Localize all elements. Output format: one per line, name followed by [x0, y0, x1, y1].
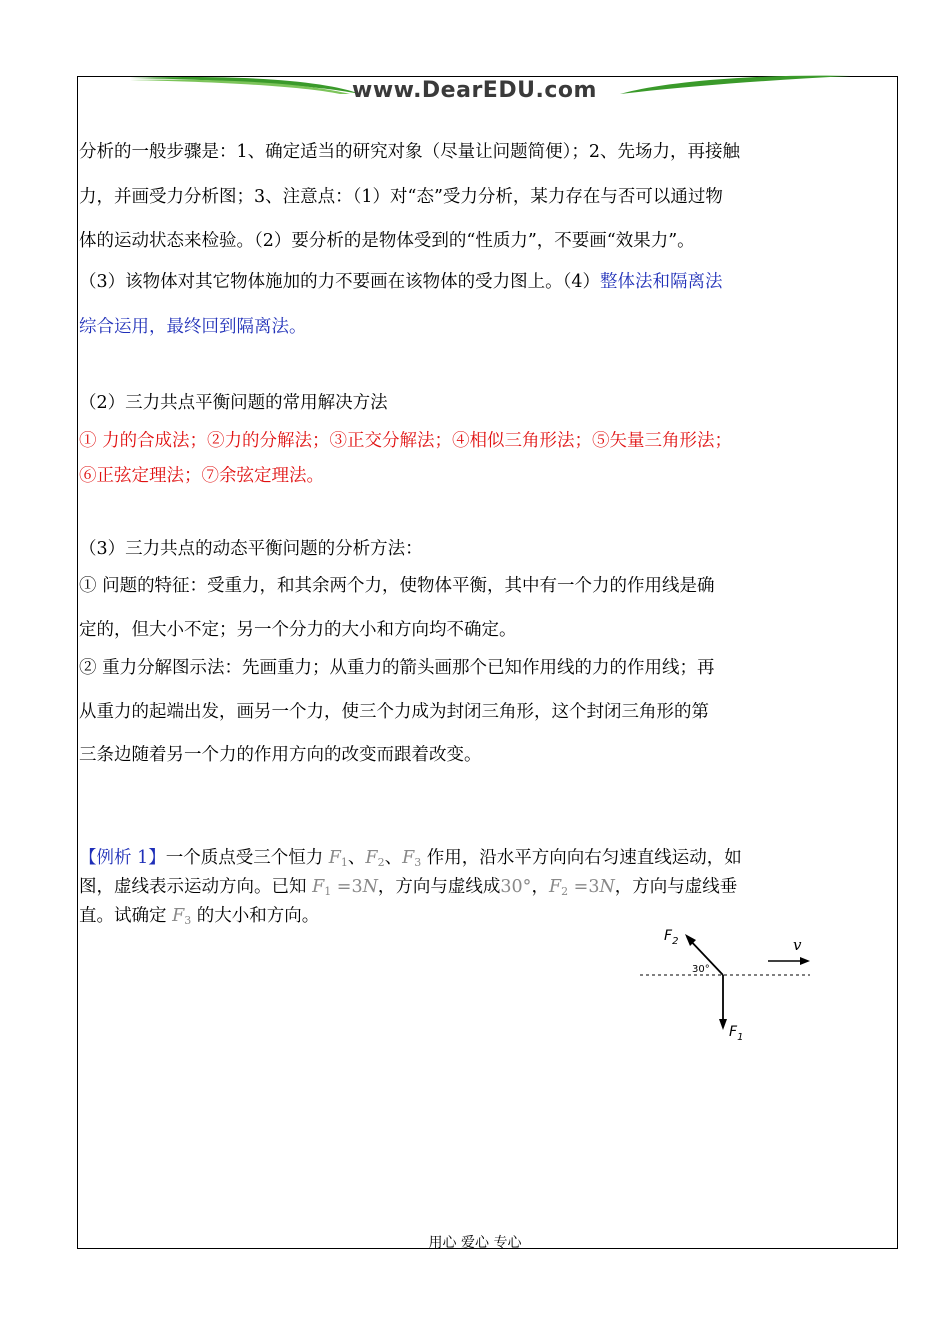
step-line-5: 综合运用，最终回到隔离法。 — [79, 317, 307, 337]
angle-label: 30° — [692, 964, 710, 975]
section2-title: （2）三力共点平衡问题的常用解决方法 — [79, 393, 388, 413]
example-line-1: 【例析 1】一个质点受三个恒力 $F_1$、$F_2$、$F_3$ 作用，沿水平方向向右匀速直线运动，如 — [79, 848, 742, 869]
step-line-3: 体的运动状态来检验。（2）要分析的是物体受到的“性质力”，不要画“效果力”。 — [79, 231, 695, 251]
section2-methods-line-2: ⑥正弦定理法；⑦余弦定理法。 — [79, 466, 324, 486]
highlight-method: 整体法和隔离法 — [600, 272, 723, 292]
force-diagram — [630, 920, 820, 1050]
section3-line-1: ① 问题的特征：受重力，和其余两个力，使物体平衡，其中有一个力的作用线是确 — [79, 576, 715, 596]
step-line-4 — [79, 271, 723, 293]
velocity-arrowhead — [800, 957, 810, 965]
section3-line-2: 定的，但大小不定；另一个分力的大小和方向均不确定。 — [79, 620, 517, 640]
example-line-2: 图，虚线表示运动方向。已知 $F_1 =3N$，方向与虚线成30°，$F_2 =3N$，方向与虚线垂 — [79, 877, 738, 898]
step-line-1: 分析的一般步骤是：1、确定适当的研究对象（尽量让问题简便）；2、先场力，再接触 — [79, 142, 741, 162]
section3-line-4: 从重力的起端出发，画另一个力，使三个力成为封闭三角形，这个封闭三角形的第 — [79, 702, 709, 722]
page-footer: 用心 爱心 专心 — [428, 1235, 522, 1251]
step-line-2: 力，并画受力分析图；3、注意点：（1）对“态”受力分析，某力存在与否可以通过物 — [79, 187, 723, 207]
section3-line-3: ② 重力分解图示法：先画重力；从重力的箭头画那个已知作用线的力的作用线；再 — [79, 658, 715, 678]
velocity-label: v — [793, 936, 802, 954]
f1-label: $F_1$ — [729, 1024, 744, 1043]
section3-title: （3）三力共点的动态平衡问题的分析方法： — [79, 539, 423, 559]
f2-label: $F_2$ — [664, 928, 679, 947]
f1-arrowhead — [719, 1019, 727, 1030]
section3-line-5: 三条边随着另一个力的作用方向的改变而跟着改变。 — [79, 745, 482, 765]
example-tag: 【例析 1】 — [79, 848, 166, 868]
section2-methods-line-1: ① 力的合成法；②力的分解法；③正交分解法；④相似三角形法；⑤矢量三角形法； — [79, 431, 733, 451]
example-line-3: 直。试确定 $F_3$ 的大小和方向。 — [79, 906, 320, 927]
step-line-4-text: （3）该物体对其它物体施加的力不要画在该物体的受力图上。（4） — [79, 272, 601, 292]
site-logo-text: www.DearEDU.com — [352, 78, 597, 103]
